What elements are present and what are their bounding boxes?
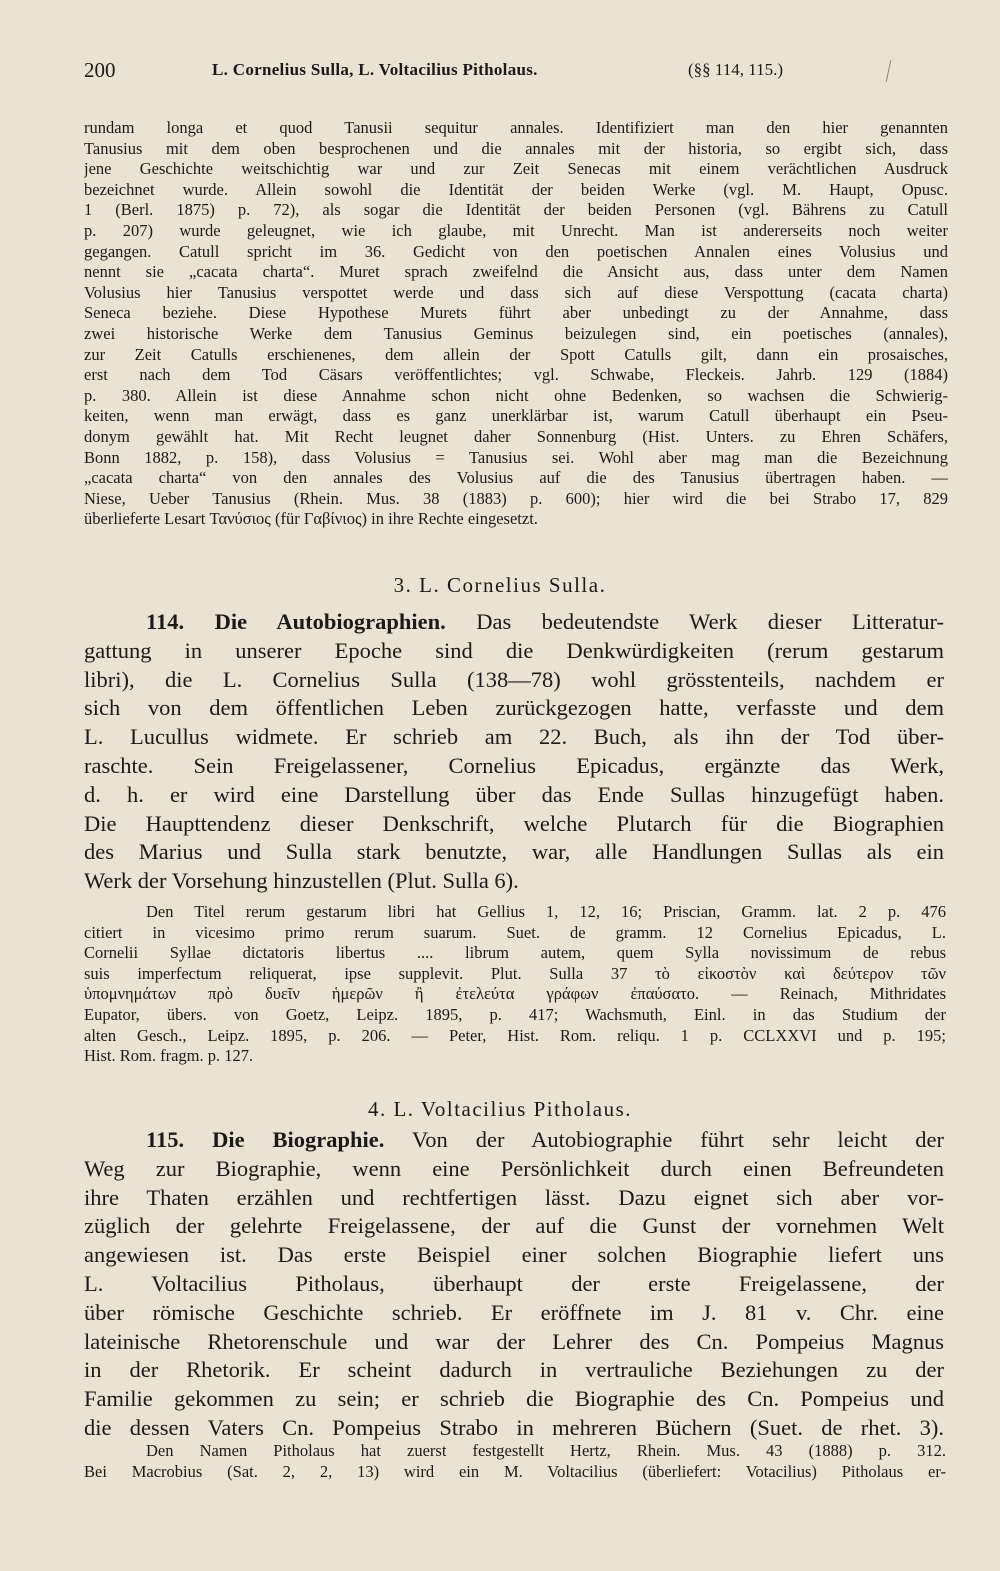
body-line: die dessen Vaters Cn. Pompeius Strabo in mehreren Büchern (Suet. de rhet. 3).	[84, 1414, 944, 1440]
section-114-notes	[84, 902, 946, 1067]
footnote-line: „cacata charta“ von den annales des Volusius auf die des Tanusius übertragen haben. —	[84, 468, 948, 488]
note-line: Eupator, übers. von Goetz, Leipz. 1895, p. 417; Wachsmuth, Einl. in das Studium der	[84, 1004, 946, 1024]
body-line: über römische Geschichte schrieb. Er eröffnete im J. 81 v. Chr. eine	[84, 1299, 944, 1325]
paragraph-lead-text: Das bedeutendste Werk dieser Litteratur-	[476, 609, 944, 634]
footnote-line: erst nach dem Tod Cäsars veröffentlichtes; vgl. Schwabe, Fleckeis. Jahrb. 129 (1884)	[84, 365, 948, 385]
footnote-line: rundam longa et quod Tanusii sequitur annales. Identifiziert man den hier genannten	[84, 118, 948, 137]
footnote-line: Bonn 1882, p. 158), dass Volusius = Tanusius sei. Wohl aber mag man die Bezeichnung	[84, 447, 948, 467]
section-115-body	[84, 1126, 944, 1443]
section-reference: (§§ 114, 115.)	[688, 60, 784, 79]
body-line: raschte. Sein Freigelassener, Cornelius Epicadus, ergänzte das Werk,	[84, 752, 944, 778]
body-line: in der Rhetorik. Er scheint dadurch in vertrauliche Beziehungen zu der	[84, 1357, 944, 1383]
footnote-line: Volusius hier Tanusius verspottet werde und dass sich auf diese Verspottung (cacata charta)	[84, 282, 948, 302]
running-title: L. Cornelius Sulla, L. Voltacilius Pitholaus.	[212, 60, 538, 79]
body-line: L. Voltacilius Pitholaus, überhaupt der erste Freigelassene, der	[84, 1270, 944, 1296]
body-line: L. Lucullus widmete. Er schrieb am 22. Buch, als ihn der Tod über-	[84, 724, 944, 750]
note-line: alten Gesch., Leipz. 1895, p. 206. — Peter, Hist. Rom. reliqu. 1 p. CCLXXVI und p. 195;	[84, 1025, 946, 1045]
footnote-line: donym gewählt hat. Mit Recht leugnet daher Sonnenburg (Hist. Unters. zu Ehren Schäfers,	[84, 426, 948, 446]
section-heading-sulla: 3. L. Cornelius Sulla.	[393, 573, 607, 597]
footnote-line: jene Geschichte weitschichtig war und zur Zeit Senecas mit einem verächtlichen Ausdruck	[84, 159, 948, 179]
section-heading-pitholaus: 4. L. Voltacilius Pitholaus.	[367, 1097, 633, 1121]
body-line: des Marius und Sulla stark benutzte, war, alle Handlungen Sullas als ein	[84, 839, 944, 865]
footnote-line: überlieferte Lesart Τανύσιος (für Γαβίνιος) in ihre Rechte eingesetzt.	[84, 509, 538, 529]
footnote-line: gegangen. Catull spricht im 36. Gedicht von den poetischen Annalen eines Volusius und	[84, 241, 948, 261]
section-114-body	[84, 608, 944, 896]
note-line: citiert in vicesimo primo rerum suarum. Suet. de gramm. 12 Cornelius Epicadus, L.	[84, 922, 946, 942]
body-line: Familie gekommen zu sein; er schrieb die Biographie des Cn. Pompeius und	[84, 1386, 944, 1412]
body-line: angewiesen ist. Das erste Beispiel einer solchen Biographie liefert uns	[84, 1242, 944, 1268]
footnote-line: zwei historische Werke dem Tanusius Geminus beizulegen sind, ein poetisches (annales),	[84, 323, 948, 343]
body-line: Weg zur Biographie, wenn eine Persönlichkeit durch einen Befreundeten	[84, 1155, 944, 1181]
note-line: Hist. Rom. fragm. p. 127.	[84, 1046, 254, 1066]
body-line: Werk der Vorsehung hinzustellen (Plut. Sulla 6).	[84, 868, 519, 894]
section-115-notes	[84, 1441, 946, 1482]
note-line: Bei Macrobius (Sat. 2, 2, 13) wird ein M. Voltacilius (überliefert: Votacilius) Pitholaus er-	[84, 1461, 946, 1481]
footnote-line: p. 207) wurde geleugnet, wie ich glaube, mit Unrecht. Man ist andererseits noch weiter	[84, 220, 948, 240]
note-line: Den Titel rerum gestarum libri hat Gellius 1, 12, 16; Priscian, Gramm. lat. 2 p. 476	[146, 902, 946, 921]
footnote-line: nennt sie „cacata charta“. Muret sprach zweifelnd die Ansicht aus, dass unter dem Namen	[84, 262, 948, 282]
paragraph-number: 114.	[146, 609, 185, 634]
footnote-line: 1 (Berl. 1875) p. 72), als sogar die Identität der beiden Personen (vgl. Bährens zu Catull	[84, 200, 948, 220]
note-line: suis imperfectum reliquerat, ipse supplevit. Plut. Sulla 37 τὸ εἰκοστὸν καὶ δεύτερον τῶν	[84, 963, 946, 983]
paragraph-title: Die Biographie.	[212, 1127, 385, 1152]
footnote-line: keiten, wenn man erwägt, dass es ganz unerklärbar ist, warum Catull überhaupt ein Pseu-	[84, 406, 948, 426]
body-line: lateinische Rhetorenschule und war der Lehrer des Cn. Pompeius Magnus	[84, 1328, 944, 1354]
body-line: züglich der gelehrte Freigelassene, der auf die Gunst der vornehmen Welt	[84, 1213, 944, 1239]
body-line: Die Haupttendenz dieser Denkschrift, welche Plutarch für die Biographien	[84, 810, 944, 836]
running-header	[84, 58, 914, 88]
body-line: sich von dem öffentlichen Leben zurückgezogen hatte, verfasste und dem	[84, 695, 944, 721]
footnote-continued	[84, 118, 948, 530]
body-line: ihre Thaten erzählen und rechtfertigen lässt. Dazu eignet sich aber vor-	[84, 1184, 944, 1210]
paragraph-title: Die Autobiographien.	[214, 609, 446, 634]
paragraph-lead-line	[84, 1126, 944, 1155]
note-line: Cornelii Syllae dictatoris libertus .... librum autem, quem Sylla novissimum de rebus	[84, 943, 946, 963]
footnote-line: bezeichnet wurde. Allein sowohl die Identität der beiden Werke (vgl. M. Haupt, Opusc.	[84, 179, 948, 199]
footnote-line: Niese, Ueber Tanusius (Rhein. Mus. 38 (1883) p. 600); hier wird die bei Strabo 17, 829	[84, 488, 948, 508]
footnote-line: p. 380. Allein ist diese Annahme schon nicht ohne Bedenken, so wachsen die Schwierig-	[84, 385, 948, 405]
paragraph-lead-line	[84, 608, 944, 637]
footnote-line: zur Zeit Catulls erschienenes, dem allein der Spott Catulls gilt, dann ein prosaisches,	[84, 344, 948, 364]
note-line: Den Namen Pitholaus hat zuerst festgestellt Hertz, Rhein. Mus. 43 (1888) p. 312.	[146, 1441, 946, 1460]
body-line: libri), die L. Cornelius Sulla (138—78) wohl grösstenteils, nachdem er	[84, 666, 944, 692]
body-line: gattung in unserer Epoche sind die Denkwürdigkeiten (rerum gestarum	[84, 637, 944, 663]
body-line: d. h. er wird eine Darstellung über das Ende Sullas hinzugefügt haben.	[84, 781, 944, 807]
page-number: 200	[84, 58, 116, 82]
paragraph-lead-text: Von der Autobiographie führt sehr leicht der	[411, 1127, 944, 1152]
note-line: ὑπομνημάτων πρὸ δυεῖν ἡμερῶν ἢ ἐτελεύτα γράφων ἐπαύσατο. — Reinach, Mithridates	[84, 984, 946, 1004]
footnote-line: Tanusius mit dem oben besprochenen und die annales mit der historia, so ergibt sich, dass	[84, 138, 948, 158]
paragraph-number: 115.	[146, 1127, 185, 1152]
footnote-line: Seneca beziehe. Diese Hypothese Murets führt aber unbedingt zu der Annahme, dass	[84, 303, 948, 323]
